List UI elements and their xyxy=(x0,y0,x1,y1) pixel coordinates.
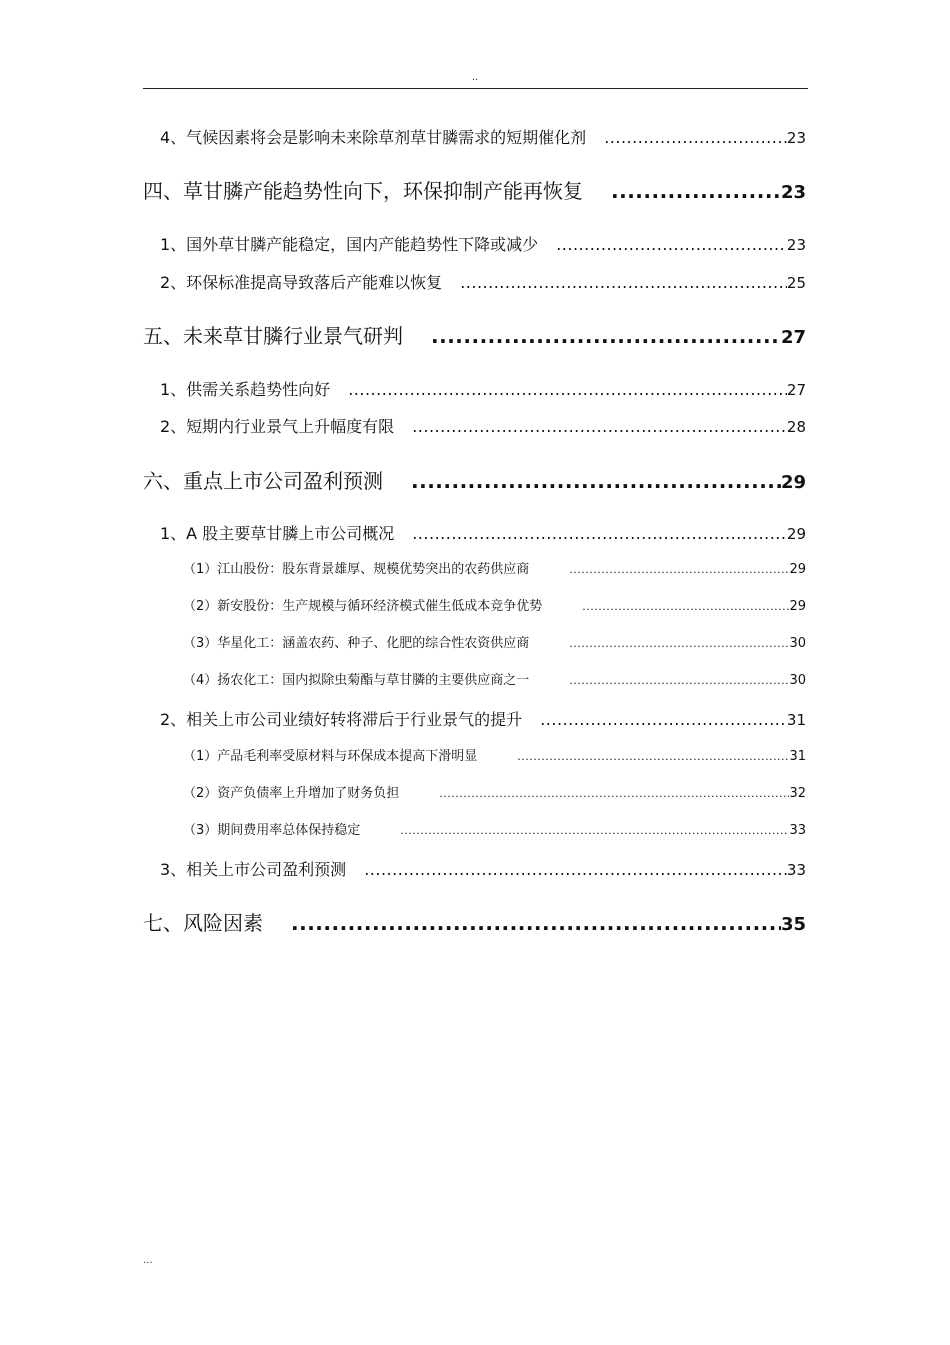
toc-entry[interactable] xyxy=(160,857,806,880)
toc-page-number: 29 xyxy=(789,599,806,614)
toc-entry[interactable] xyxy=(160,521,806,544)
toc-entry-title: 2、相关上市公司业绩好转将滞后于行业景气的提升 xyxy=(160,710,523,729)
toc-page-number: 31 xyxy=(786,711,806,729)
toc-entry-title: 2、环保标准提高导致落后产能难以恢复 xyxy=(160,273,443,292)
toc-entry-title: 2、短期内行业景气上升幅度有限 xyxy=(160,417,395,436)
toc-dot-leader xyxy=(582,600,789,613)
footer-mark: ... xyxy=(143,1255,153,1266)
toc-dot-leader xyxy=(569,637,789,650)
toc-entry-title: 六、重点上市公司盈利预测 xyxy=(143,469,383,493)
toc-entry-title: （3）期间费用率总体保持稳定 xyxy=(183,823,361,838)
toc-entry[interactable] xyxy=(183,782,806,801)
toc-dot-leader xyxy=(439,787,789,800)
toc-dot-leader xyxy=(569,674,789,687)
toc-dot-leader xyxy=(291,911,781,935)
toc-entry-title: 四、草甘膦产能趋势性向下，环保抑制产能再恢复 xyxy=(143,179,583,203)
toc-entry[interactable] xyxy=(143,320,806,349)
toc-dot-leader xyxy=(517,750,789,763)
toc-page-number: 30 xyxy=(789,673,806,688)
toc-dot-leader xyxy=(364,860,787,879)
header-rule xyxy=(143,88,808,89)
toc-dot-leader xyxy=(400,824,789,837)
header-mark: .. xyxy=(471,72,479,83)
toc-page-number: 29 xyxy=(789,562,806,577)
toc-dot-leader xyxy=(569,563,789,576)
toc-entry-title: （2）资产负债率上升增加了财务负担 xyxy=(183,786,400,801)
toc-dot-leader xyxy=(604,128,787,147)
toc-page-number: 28 xyxy=(786,418,806,436)
toc-entry-title: （2）新安股份：生产规模与循环经济模式催生低成本竞争优势 xyxy=(183,599,543,614)
toc-page-number: 29 xyxy=(780,472,806,493)
toc-dot-leader xyxy=(412,524,787,543)
toc-entry-title: 3、相关上市公司盈利预测 xyxy=(160,860,347,879)
toc-entry[interactable] xyxy=(160,707,806,730)
toc-entry-title: 4、气候因素将会是影响未来除草剂草甘膦需求的短期催化剂 xyxy=(160,128,587,147)
toc-dot-leader xyxy=(460,273,787,292)
toc-entry-title: 七、风险因素 xyxy=(143,911,263,935)
toc-page-number: 33 xyxy=(786,861,806,879)
toc-dot-leader xyxy=(431,324,781,348)
toc-entry-title: 五、未来草甘膦行业景气研判 xyxy=(143,324,403,348)
toc-entry[interactable] xyxy=(160,414,806,437)
toc-dot-leader xyxy=(412,417,787,436)
toc-entry[interactable] xyxy=(143,465,806,494)
toc-entry[interactable] xyxy=(160,270,806,293)
toc-entry-title: （1）江山股份：股东背景雄厚、规模优势突出的农药供应商 xyxy=(183,562,530,577)
toc-entry-title: 1、供需关系趋势性向好 xyxy=(160,380,331,399)
toc-entry-title: 1、国外草甘膦产能稳定，国内产能趋势性下降或减少 xyxy=(160,235,539,254)
toc-entry-title: 1、A 股主要草甘膦上市公司概况 xyxy=(160,524,395,543)
toc-entry[interactable] xyxy=(183,669,806,688)
toc-dot-leader xyxy=(540,710,787,729)
toc-dot-leader xyxy=(611,179,781,203)
toc-entry-title: （4）扬农化工：国内拟除虫菊酯与草甘膦的主要供应商之一 xyxy=(183,673,530,688)
toc-entry[interactable] xyxy=(183,819,806,838)
toc-page-number: 29 xyxy=(786,525,806,543)
toc-dot-leader xyxy=(411,469,781,493)
toc-page-number: 30 xyxy=(789,636,806,651)
toc-entry[interactable] xyxy=(183,745,806,764)
toc-entry[interactable] xyxy=(160,125,806,148)
toc-page-number: 27 xyxy=(780,327,806,348)
toc-entry[interactable] xyxy=(160,377,806,400)
toc-entry[interactable] xyxy=(143,175,806,204)
toc-dot-leader xyxy=(556,235,787,254)
toc-entry[interactable] xyxy=(143,907,806,936)
toc-page-number: 23 xyxy=(786,236,806,254)
toc-page-number: 31 xyxy=(789,749,806,764)
toc-entry[interactable] xyxy=(160,232,806,255)
toc-page-number: 23 xyxy=(780,182,806,203)
toc-page-number: 25 xyxy=(786,274,806,292)
toc-page-number: 27 xyxy=(786,381,806,399)
toc-entry[interactable] xyxy=(183,632,806,651)
toc-entry[interactable] xyxy=(183,595,806,614)
toc-page-number: 33 xyxy=(789,823,806,838)
toc-page-number: 35 xyxy=(780,914,806,935)
toc-entry[interactable] xyxy=(183,558,806,577)
toc-entry-title: （3）华星化工：涵盖农药、种子、化肥的综合性农资供应商 xyxy=(183,636,530,651)
toc-dot-leader xyxy=(348,380,787,399)
toc-page-number: 23 xyxy=(786,129,806,147)
toc-page-number: 32 xyxy=(789,786,806,801)
toc-entry-title: （1）产品毛利率受原材料与环保成本提高下滑明显 xyxy=(183,749,478,764)
